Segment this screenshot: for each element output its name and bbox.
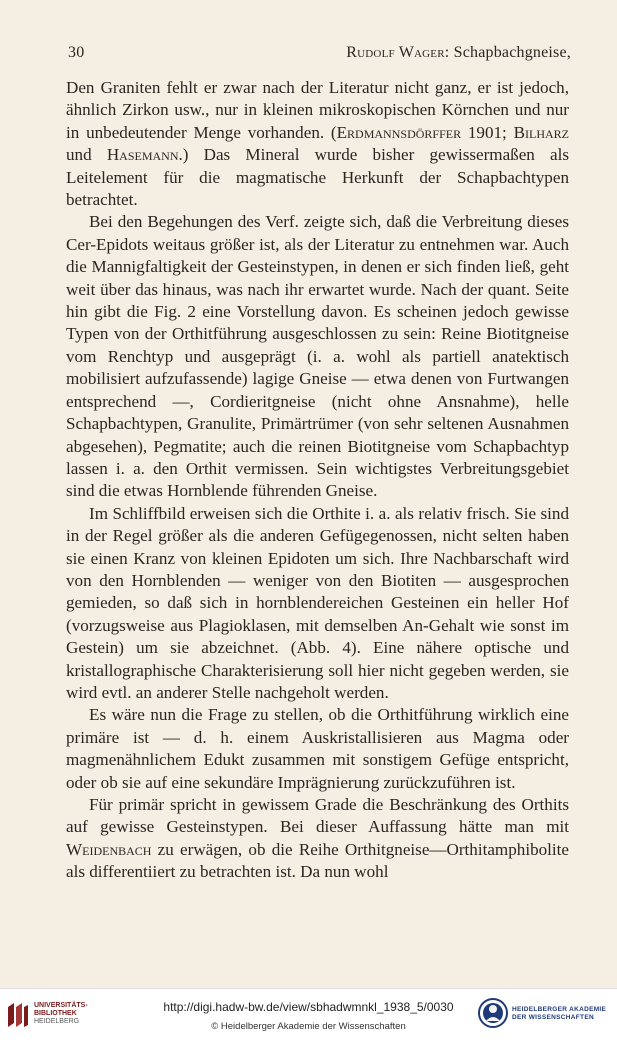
running-header <box>62 44 571 66</box>
text-run: 1901; <box>461 122 514 142</box>
author-name: Erdmannsdörffer <box>336 122 462 142</box>
paragraph <box>66 211 569 502</box>
text-run: zu erwägen, ob die Reihe Orthitgneise—Orthitamphibolite als differentiiert zu betrachten ist. Da nun wohl <box>66 839 569 882</box>
text-run: Bei den Begehungen des Verf. zeigte sich, daß die Verbreitung dieses Cer-Epidots weitaus größer ist, als der Literatur zu entnehmen war. Auch die Mannigfaltigkeit der Gesteinstypen, in denen er sich finden ließ, geht weit über das hinaus, was nach ihr erwartet wurde. Nach der quant. Seite hin gibt die Fig. 2 eine Vorstellung davon. Es scheinen jedoch gewisse Typen von der Orthitführung ausgeschlossen zu sein: Reine Biotitgneise vom Renchtyp und ausgeprägt (i. a. wohl als partiell anatektisch mobilisiert aufzufassende) lagige Gneise — etwa denen von Furtwangen entsprechend —, Cordieritgneise (nicht ohne Ansnahme), helle Schapbachtypen, Granulite, Primärtrümer (von sehr seltenen Ausnahmen abgesehen), Pegmatite; auch die reinen Biotitgneise vom Schapbachtyp lassen i. a. den Orthit vermissen. Sein wichtigstes Verbreitungsgebiet sind die etwas Hornblende führenden Gneise. <box>66 212 569 501</box>
paragraph <box>66 704 569 794</box>
text-run: Für primär spricht in gewissem Grade die Beschränkung des Orthits auf gewisse Gesteinstypen. Bei dieser Auffassung hätte man mit <box>66 795 569 837</box>
copyright-notice: © Heidelberger Akademie der Wissenschaften <box>211 1021 406 1032</box>
text-run: Es wäre nun die Frage zu stellen, ob die Orthitführung wirklich eine primäre ist — d. h. einem Auskristallisieren aus Magma oder magmenähnlichem Edukt zusammen mit sonstigem Gefüge entspricht, oder ob sie auf eine sekundäre Imprägnierung zurückzuführen ist. <box>66 705 569 792</box>
text-run: Den Graniten fehlt er zwar nach der Literatur nicht ganz, er ist jedoch, ähnlich Zirkon usw., nur in kleinen mikroskopischen Körnchen und nur in unbedeutender Menge vorhanden. ( <box>66 78 569 142</box>
library-line-2: BIBLIOTHEK <box>34 1010 77 1017</box>
body-text <box>66 77 569 884</box>
page-number: 30 <box>68 44 85 61</box>
library-line-3: HEIDELBERG <box>34 1018 80 1025</box>
author-name: Weidenbach <box>66 839 152 859</box>
academy-line-2: DER WISSENSCHAFTEN <box>512 1014 594 1021</box>
paragraph <box>66 794 569 884</box>
header-author: Rudolf Wager <box>346 44 445 61</box>
permalink-url[interactable]: http://digi.hadw-bw.de/view/sbhadwmnkl_1938_5/0030 <box>163 1000 454 1014</box>
text-run: und <box>66 145 107 165</box>
author-name: Bilharz <box>513 122 569 142</box>
library-line-1: UNIVERSITÄTS- <box>34 1002 88 1009</box>
paragraph <box>66 503 569 705</box>
academy-name <box>512 1006 606 1022</box>
running-title <box>346 44 571 62</box>
academy-line-1: HEIDELBERGER AKADEMIE <box>512 1006 607 1013</box>
paragraph <box>66 77 569 211</box>
academy-seal-icon <box>478 997 508 1029</box>
author-name: Hasemann <box>106 145 179 165</box>
footer-bar <box>0 988 617 1042</box>
text-run: .) Das Mineral wurde bisher gewissermaßen als Leitelement für die magmatische Herkunft der Schapbachtypen betrachtet. <box>66 145 569 210</box>
text-run: Im Schliffbild erweisen sich die Orthite i. a. als relativ frisch. Sie sind in der Regel größer als die anderen Gefügegenossen, nicht selten haben sie einen Kranz von kleinen Epidoten um sich. Ihre Nachbarschaft wird von den Hornblenden — weniger von den Biotiten — ausgesprochen gemieden, so daß sich in hornblendereichen Gesteinen ein heller Hof (vorzugsweise aus Plagioklasen, mit demselben An-Gehalt wie sonst im Gestein) um sie abzeichnet. (Abb. 4). Eine nähere optische und kristallographische Charakterisierung soll hier nicht gegeben werden, sie wird evtl. an anderer Stelle nachgeholt werden. <box>66 503 569 702</box>
header-title: : Schapbachgneise, <box>444 44 571 61</box>
